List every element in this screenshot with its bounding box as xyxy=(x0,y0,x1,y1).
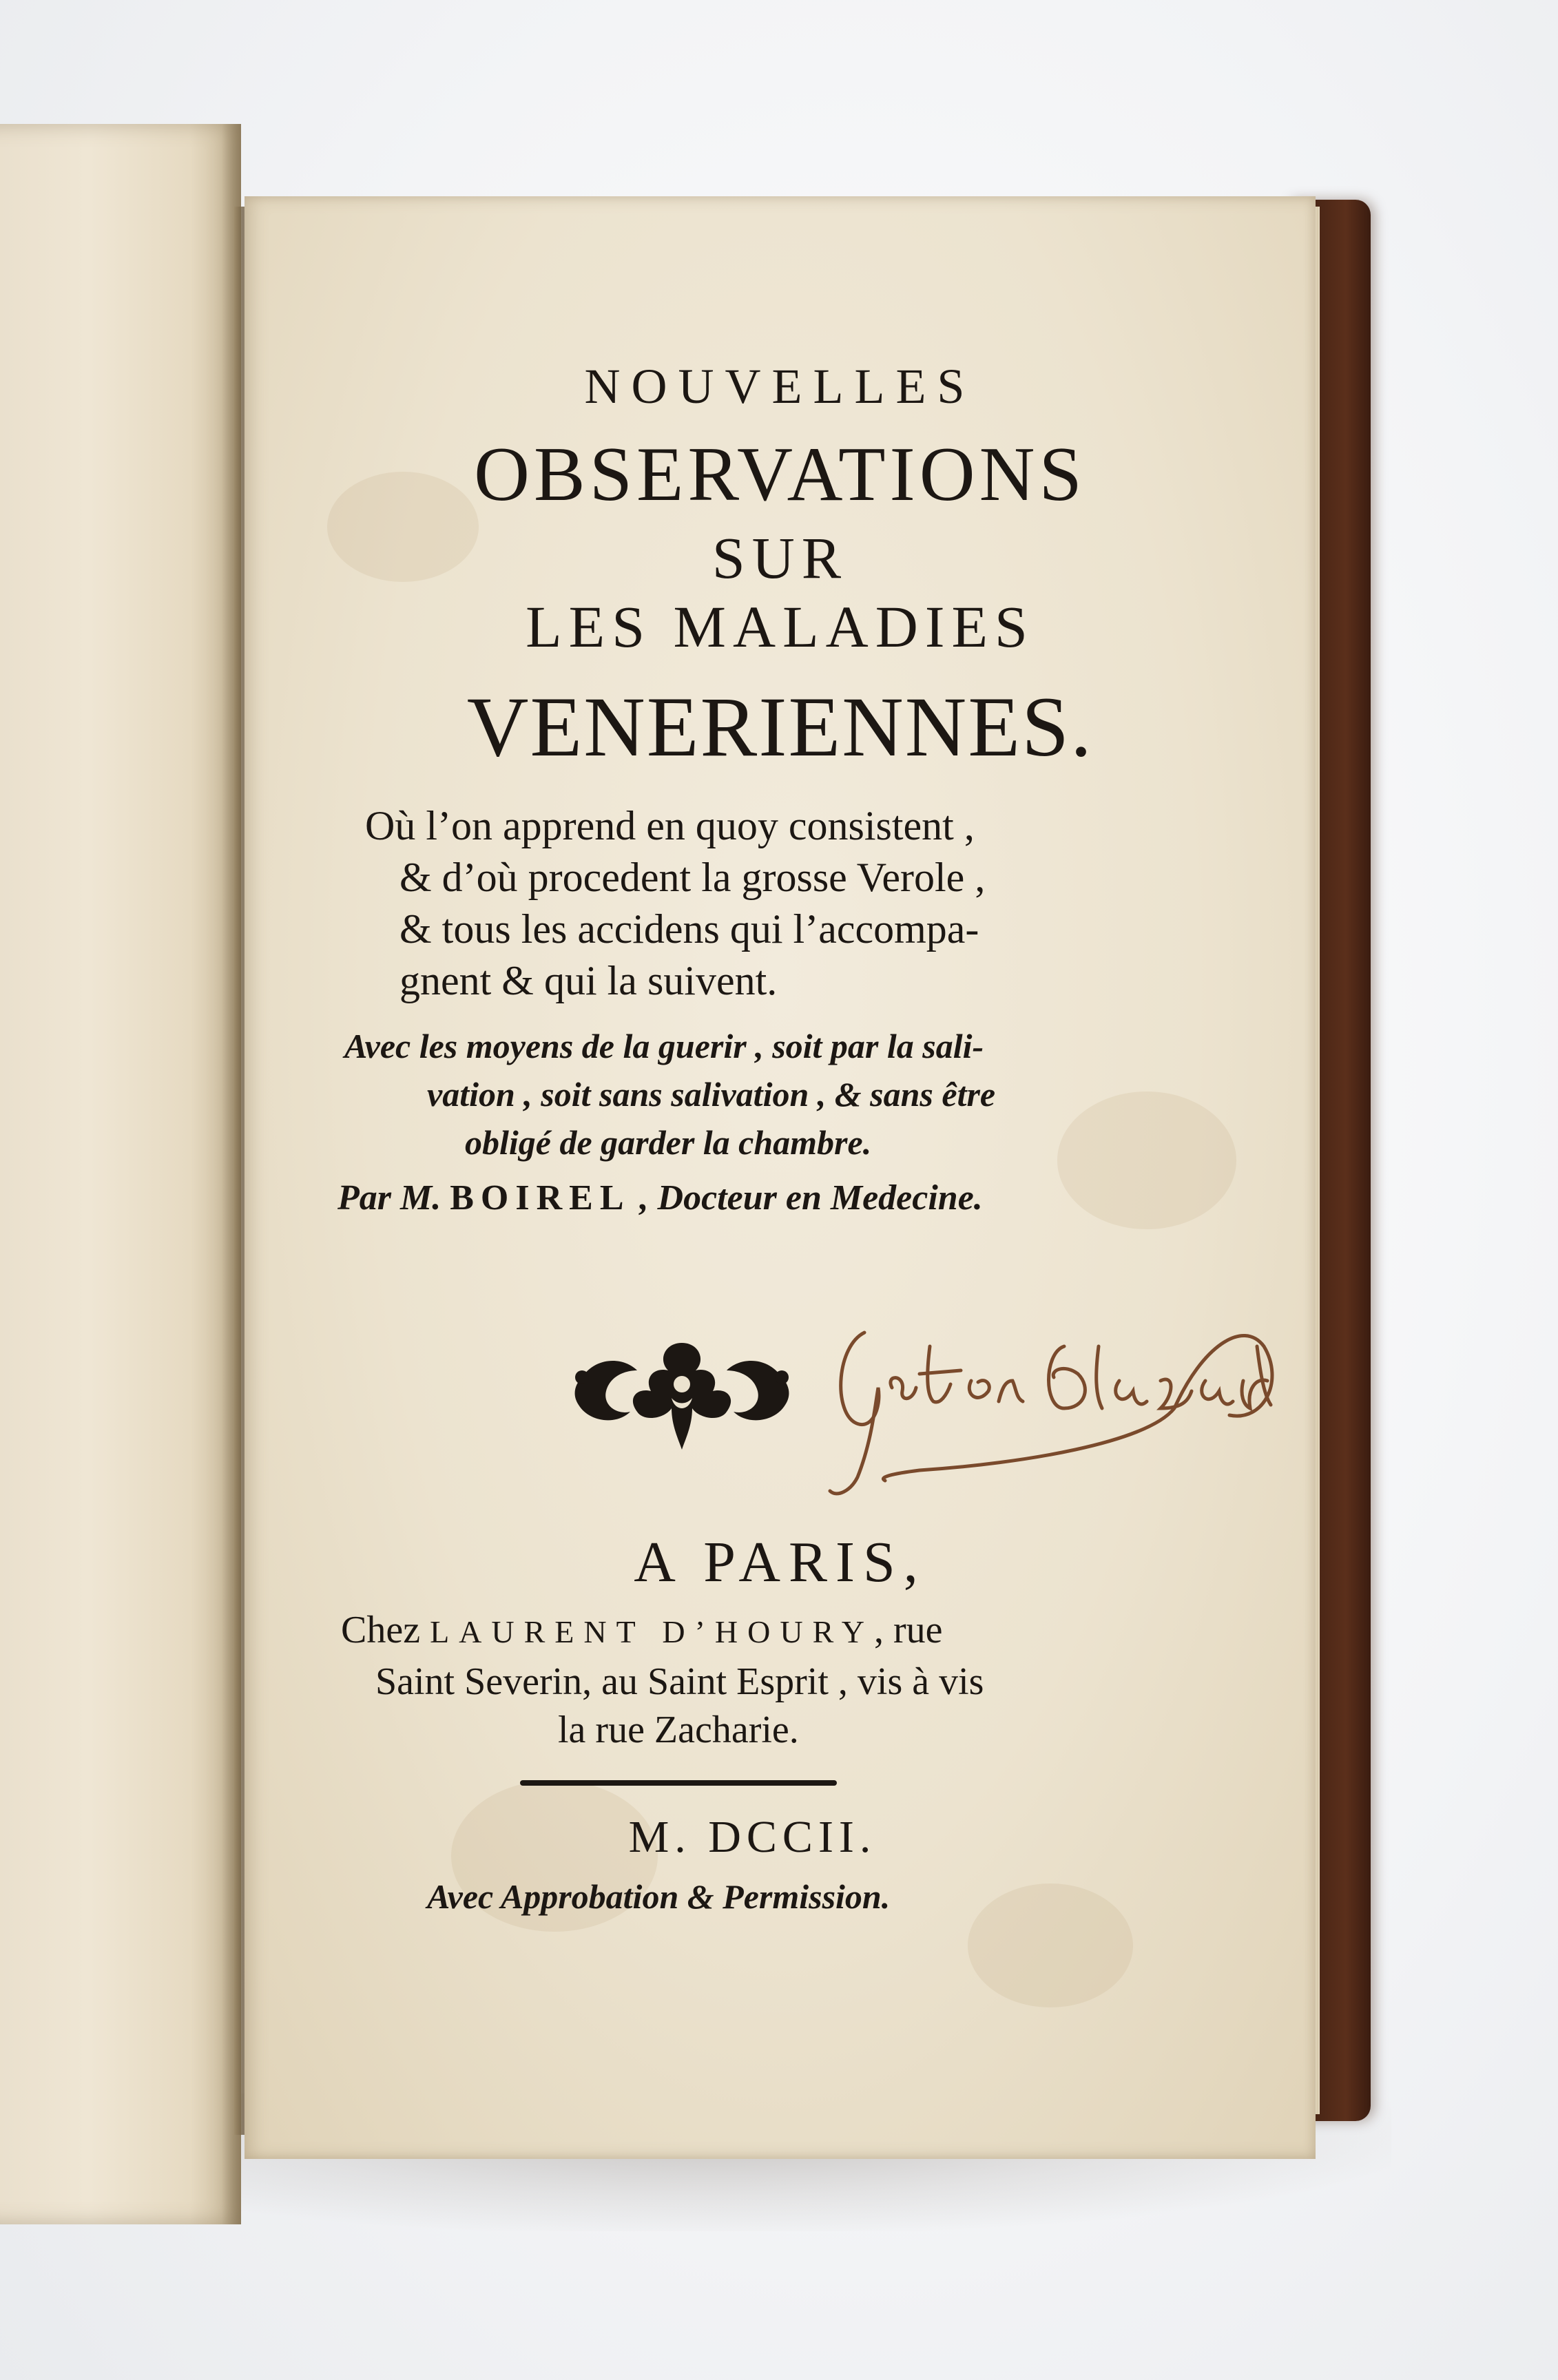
title-line-observations: OBSERVATIONS xyxy=(474,432,1086,517)
description-line-3: & tous les accidens qui l’accompa- xyxy=(399,906,979,952)
handwritten-signature xyxy=(816,1305,1285,1512)
printers-ornament-icon xyxy=(568,1329,796,1453)
description-line-2: & d’où procedent la grosse Verole , xyxy=(399,855,986,900)
author-name: BOIREL xyxy=(450,1178,631,1218)
imprint-printer-name: LAURENT D’HOURY xyxy=(430,1614,874,1649)
foxing-spot xyxy=(1057,1092,1236,1229)
publication-date: M. DCCII. xyxy=(628,1812,877,1862)
description-line-4: gnent & qui la suivent. xyxy=(399,958,778,1003)
imprint-line-1 xyxy=(341,1608,942,1652)
title-line-veneriennes: VENERIENNES. xyxy=(466,680,1094,774)
imprint-city: A PARIS, xyxy=(634,1530,926,1594)
imprint-rue: , rue xyxy=(873,1609,943,1651)
description-line-1: Où l’on apprend en quoy consistent , xyxy=(365,803,975,848)
italic-line-2: vation , soit sans salivation , & sans être xyxy=(427,1075,996,1114)
author-prefix: Par M. xyxy=(337,1178,442,1218)
imprint-chez: Chez xyxy=(341,1609,421,1651)
title-line-les-maladies: LES MALADIES xyxy=(526,594,1035,660)
imprint-line-2: Saint Severin, au Saint Esprit , vis à vis xyxy=(375,1660,984,1703)
imprint-line-3: la rue Zacharie. xyxy=(558,1709,799,1751)
title-line-nouvelles: NOUVELLES xyxy=(584,359,976,414)
title-line-sur: SUR xyxy=(712,525,849,591)
title-page xyxy=(245,196,1316,2159)
italic-line-1: Avec les moyens de la guerir , soit par la sali- xyxy=(344,1027,984,1065)
italic-line-3: obligé de garder la chambre. xyxy=(465,1123,872,1162)
author-line xyxy=(337,1178,983,1218)
foxing-spot xyxy=(968,1883,1133,2007)
author-suffix: , Docteur en Medecine. xyxy=(639,1178,983,1218)
left-blank-page xyxy=(0,124,241,2224)
horizontal-rule xyxy=(520,1780,837,1786)
approbation-line: Avec Approbation & Permission. xyxy=(427,1877,891,1916)
